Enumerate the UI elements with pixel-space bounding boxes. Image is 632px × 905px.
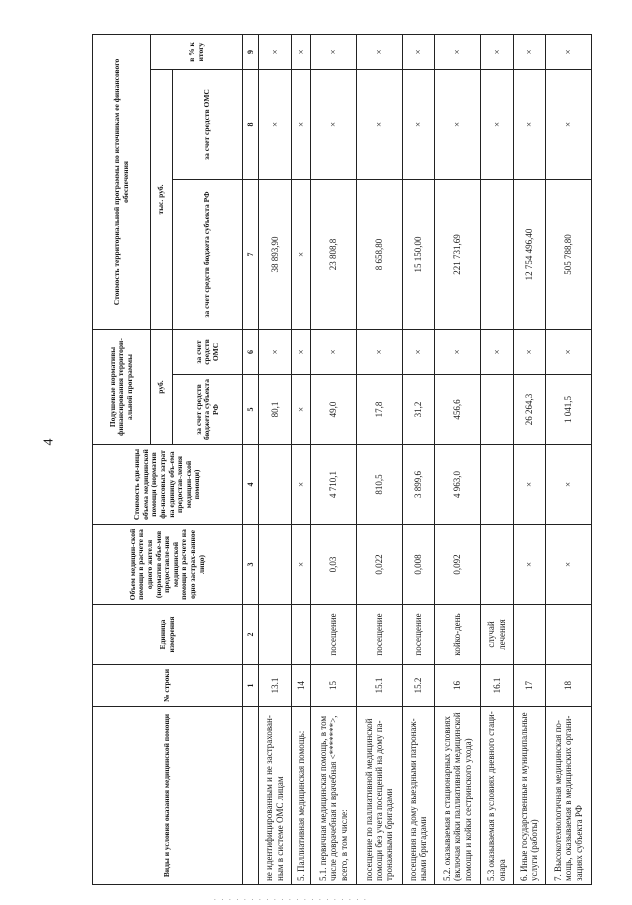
- row-percent: ×: [356, 34, 402, 69]
- header-volume: Объем медицин-ской помощи в расчете на одного жителя (норматив объе-мов предоставле-ния медицинской помощи в расчете на одно застрах-ванное лицо): [93, 525, 243, 605]
- row-name: не идентифицированным и не застрахован-ным в системе ОМС лицам: [259, 707, 292, 885]
- row-cost: ×: [291, 445, 310, 525]
- row-norm-oms: ×: [291, 330, 310, 375]
- row-number: 15.1: [356, 665, 402, 707]
- table-row: [402, 34, 435, 884]
- header-percent: в % к итогу: [151, 34, 243, 69]
- row-norm-budget: 456,6: [435, 375, 481, 445]
- row-value-oms: ×: [435, 70, 481, 180]
- row-value-oms: ×: [402, 70, 435, 180]
- row-cost: 4 710,1: [311, 445, 357, 525]
- row-unit: [291, 605, 310, 665]
- row-norm-budget: 1 041,5: [546, 375, 592, 445]
- row-cost: 3 899,6: [402, 445, 435, 525]
- row-value-oms: ×: [480, 70, 513, 180]
- row-volume: ×: [513, 525, 546, 605]
- row-unit: посещение: [311, 605, 357, 665]
- row-value-budget: 23 808,8: [311, 180, 357, 330]
- row-norm-budget: 80,1: [259, 375, 292, 445]
- row-volume: 0,092: [435, 525, 481, 605]
- index-cell: 1: [243, 665, 259, 707]
- rotated-table-container: [92, 35, 592, 885]
- row-name: посещение по паллиативной медицинской помощи без учета посещений на дому па-тронажными бригадами: [356, 707, 402, 885]
- row-name: 6. Иные государственные и муниципальные услуги (работы): [513, 707, 546, 885]
- row-value-budget: ×: [291, 180, 310, 330]
- row-volume: [259, 525, 292, 605]
- index-cell: 4: [243, 445, 259, 525]
- index-cell: 5: [243, 375, 259, 445]
- row-value-budget: 12 754 496,40: [513, 180, 546, 330]
- row-norm-budget: 49,0: [311, 375, 357, 445]
- row-number: 14: [291, 665, 310, 707]
- row-unit: случай лечения: [480, 605, 513, 665]
- table-row: [356, 34, 402, 884]
- index-cell: 7: [243, 180, 259, 330]
- index-cell: 3: [243, 525, 259, 605]
- row-norm-oms: ×: [480, 330, 513, 375]
- row-value-oms: ×: [291, 70, 310, 180]
- row-name: 7. Высокотехнологичная медицинская по-мощь, оказываемая в медицинских органи-зациях субъекта РФ: [546, 707, 592, 885]
- row-cost: ×: [513, 445, 546, 525]
- header-norm-unit: руб.: [151, 330, 173, 445]
- table-row: [480, 34, 513, 884]
- table-row: [513, 34, 546, 884]
- row-value-budget: 8 658,80: [356, 180, 402, 330]
- row-value-oms: ×: [513, 70, 546, 180]
- row-volume: 0,022: [356, 525, 402, 605]
- row-unit: [259, 605, 292, 665]
- row-unit: [513, 605, 546, 665]
- row-value-budget: 505 788,80: [546, 180, 592, 330]
- row-percent: ×: [435, 34, 481, 69]
- row-name: посещения на дому выездными патронаж-ными бригадами: [402, 707, 435, 885]
- index-cell: 6: [243, 330, 259, 375]
- row-value-oms: ×: [311, 70, 357, 180]
- row-norm-budget: 17,8: [356, 375, 402, 445]
- row-value-budget: 221 731,69: [435, 180, 481, 330]
- index-cell: 2: [243, 605, 259, 665]
- row-volume: 0,03: [311, 525, 357, 605]
- row-value-oms: ×: [259, 70, 292, 180]
- row-norm-budget: ×: [291, 375, 310, 445]
- row-cost: [480, 445, 513, 525]
- table-row: [435, 34, 481, 884]
- index-cell: [243, 707, 259, 885]
- row-number: 16: [435, 665, 481, 707]
- row-number: 15: [311, 665, 357, 707]
- row-percent: ×: [480, 34, 513, 69]
- row-percent: ×: [546, 34, 592, 69]
- row-cost: ×: [546, 445, 592, 525]
- row-name: 5.2. оказываемая в стационарных условиях (включая койки паллиативной медицинской помощи и койки сестринского ухода): [435, 707, 481, 885]
- header-value-budget: за счет средств бюджета субъекта РФ: [173, 180, 243, 330]
- row-value-oms: ×: [546, 70, 592, 180]
- row-volume: ×: [546, 525, 592, 605]
- table-row: [546, 34, 592, 884]
- row-number: 15.2: [402, 665, 435, 707]
- header-value-oms: за счет средств ОМС: [173, 70, 243, 180]
- table-row: [259, 34, 292, 884]
- row-norm-oms: ×: [546, 330, 592, 375]
- row-number: 18: [546, 665, 592, 707]
- table-row: [291, 34, 310, 884]
- row-volume: ×: [291, 525, 310, 605]
- row-name: 5. Паллиативная медицинская помощь:: [291, 707, 310, 885]
- row-percent: ×: [513, 34, 546, 69]
- header-unit: Единица измерения: [93, 605, 243, 665]
- header-value-unit: тыс. руб.: [151, 70, 173, 330]
- row-norm-oms: ×: [513, 330, 546, 375]
- row-value-budget: [480, 180, 513, 330]
- row-percent: ×: [402, 34, 435, 69]
- row-value-oms: ×: [356, 70, 402, 180]
- header-norm-group: Подушевые нормативы финансирования территори-альной программы: [93, 330, 151, 445]
- row-cost: 810,5: [356, 445, 402, 525]
- table-row: [311, 34, 357, 884]
- row-norm-budget: [480, 375, 513, 445]
- row-volume: [480, 525, 513, 605]
- row-cost: 4 963,0: [435, 445, 481, 525]
- row-unit: койко-день: [435, 605, 481, 665]
- row-percent: ×: [291, 34, 310, 69]
- header-type: Виды и условия оказания медицинской помощи: [93, 707, 243, 885]
- header-value-group: Стоимость территориальной программы по источникам ее финансового обеспечения: [93, 34, 151, 329]
- header-cost: Стоимость еди-ницы объема медицинской помощи (норматив фи-нансовых затрат на единицу объ-ема предостав-ления медицин-ской помощи): [93, 445, 243, 525]
- row-percent: ×: [311, 34, 357, 69]
- index-cell: 8: [243, 70, 259, 180]
- row-norm-oms: ×: [435, 330, 481, 375]
- row-value-budget: 15 150,00: [402, 180, 435, 330]
- header-norm-budget: за счет средств бюджета субъекта РФ: [173, 375, 243, 445]
- row-name: 5.3 оказываемая в условиях дневного стаци-онара: [480, 707, 513, 885]
- row-value-budget: 38 893,90: [259, 180, 292, 330]
- row-number: 16.1: [480, 665, 513, 707]
- row-norm-budget: 26 264,3: [513, 375, 546, 445]
- row-cost: [259, 445, 292, 525]
- row-number: 17: [513, 665, 546, 707]
- row-percent: ×: [259, 34, 292, 69]
- page-number: 4: [41, 438, 57, 446]
- row-norm-oms: ×: [311, 330, 357, 375]
- scan-artifact: . . . . . . . . . . . . . . . . . . . . .: [214, 894, 368, 902]
- row-name: 5.1. первичная медицинская помощь, в том числе доврачебная и врачебная <*******>, всего, в том числе:: [311, 707, 357, 885]
- row-norm-budget: 31,2: [402, 375, 435, 445]
- header-row-number: № строки: [93, 665, 243, 707]
- row-volume: 0,008: [402, 525, 435, 605]
- row-unit: посещение: [402, 605, 435, 665]
- row-unit: посещение: [356, 605, 402, 665]
- header-norm-oms: за счет средств ОМС: [173, 330, 243, 375]
- row-number: 13.1: [259, 665, 292, 707]
- row-norm-oms: ×: [356, 330, 402, 375]
- row-norm-oms: ×: [259, 330, 292, 375]
- row-unit: [546, 605, 592, 665]
- index-cell: 9: [243, 34, 259, 69]
- row-norm-oms: ×: [402, 330, 435, 375]
- program-cost-table: [92, 34, 592, 885]
